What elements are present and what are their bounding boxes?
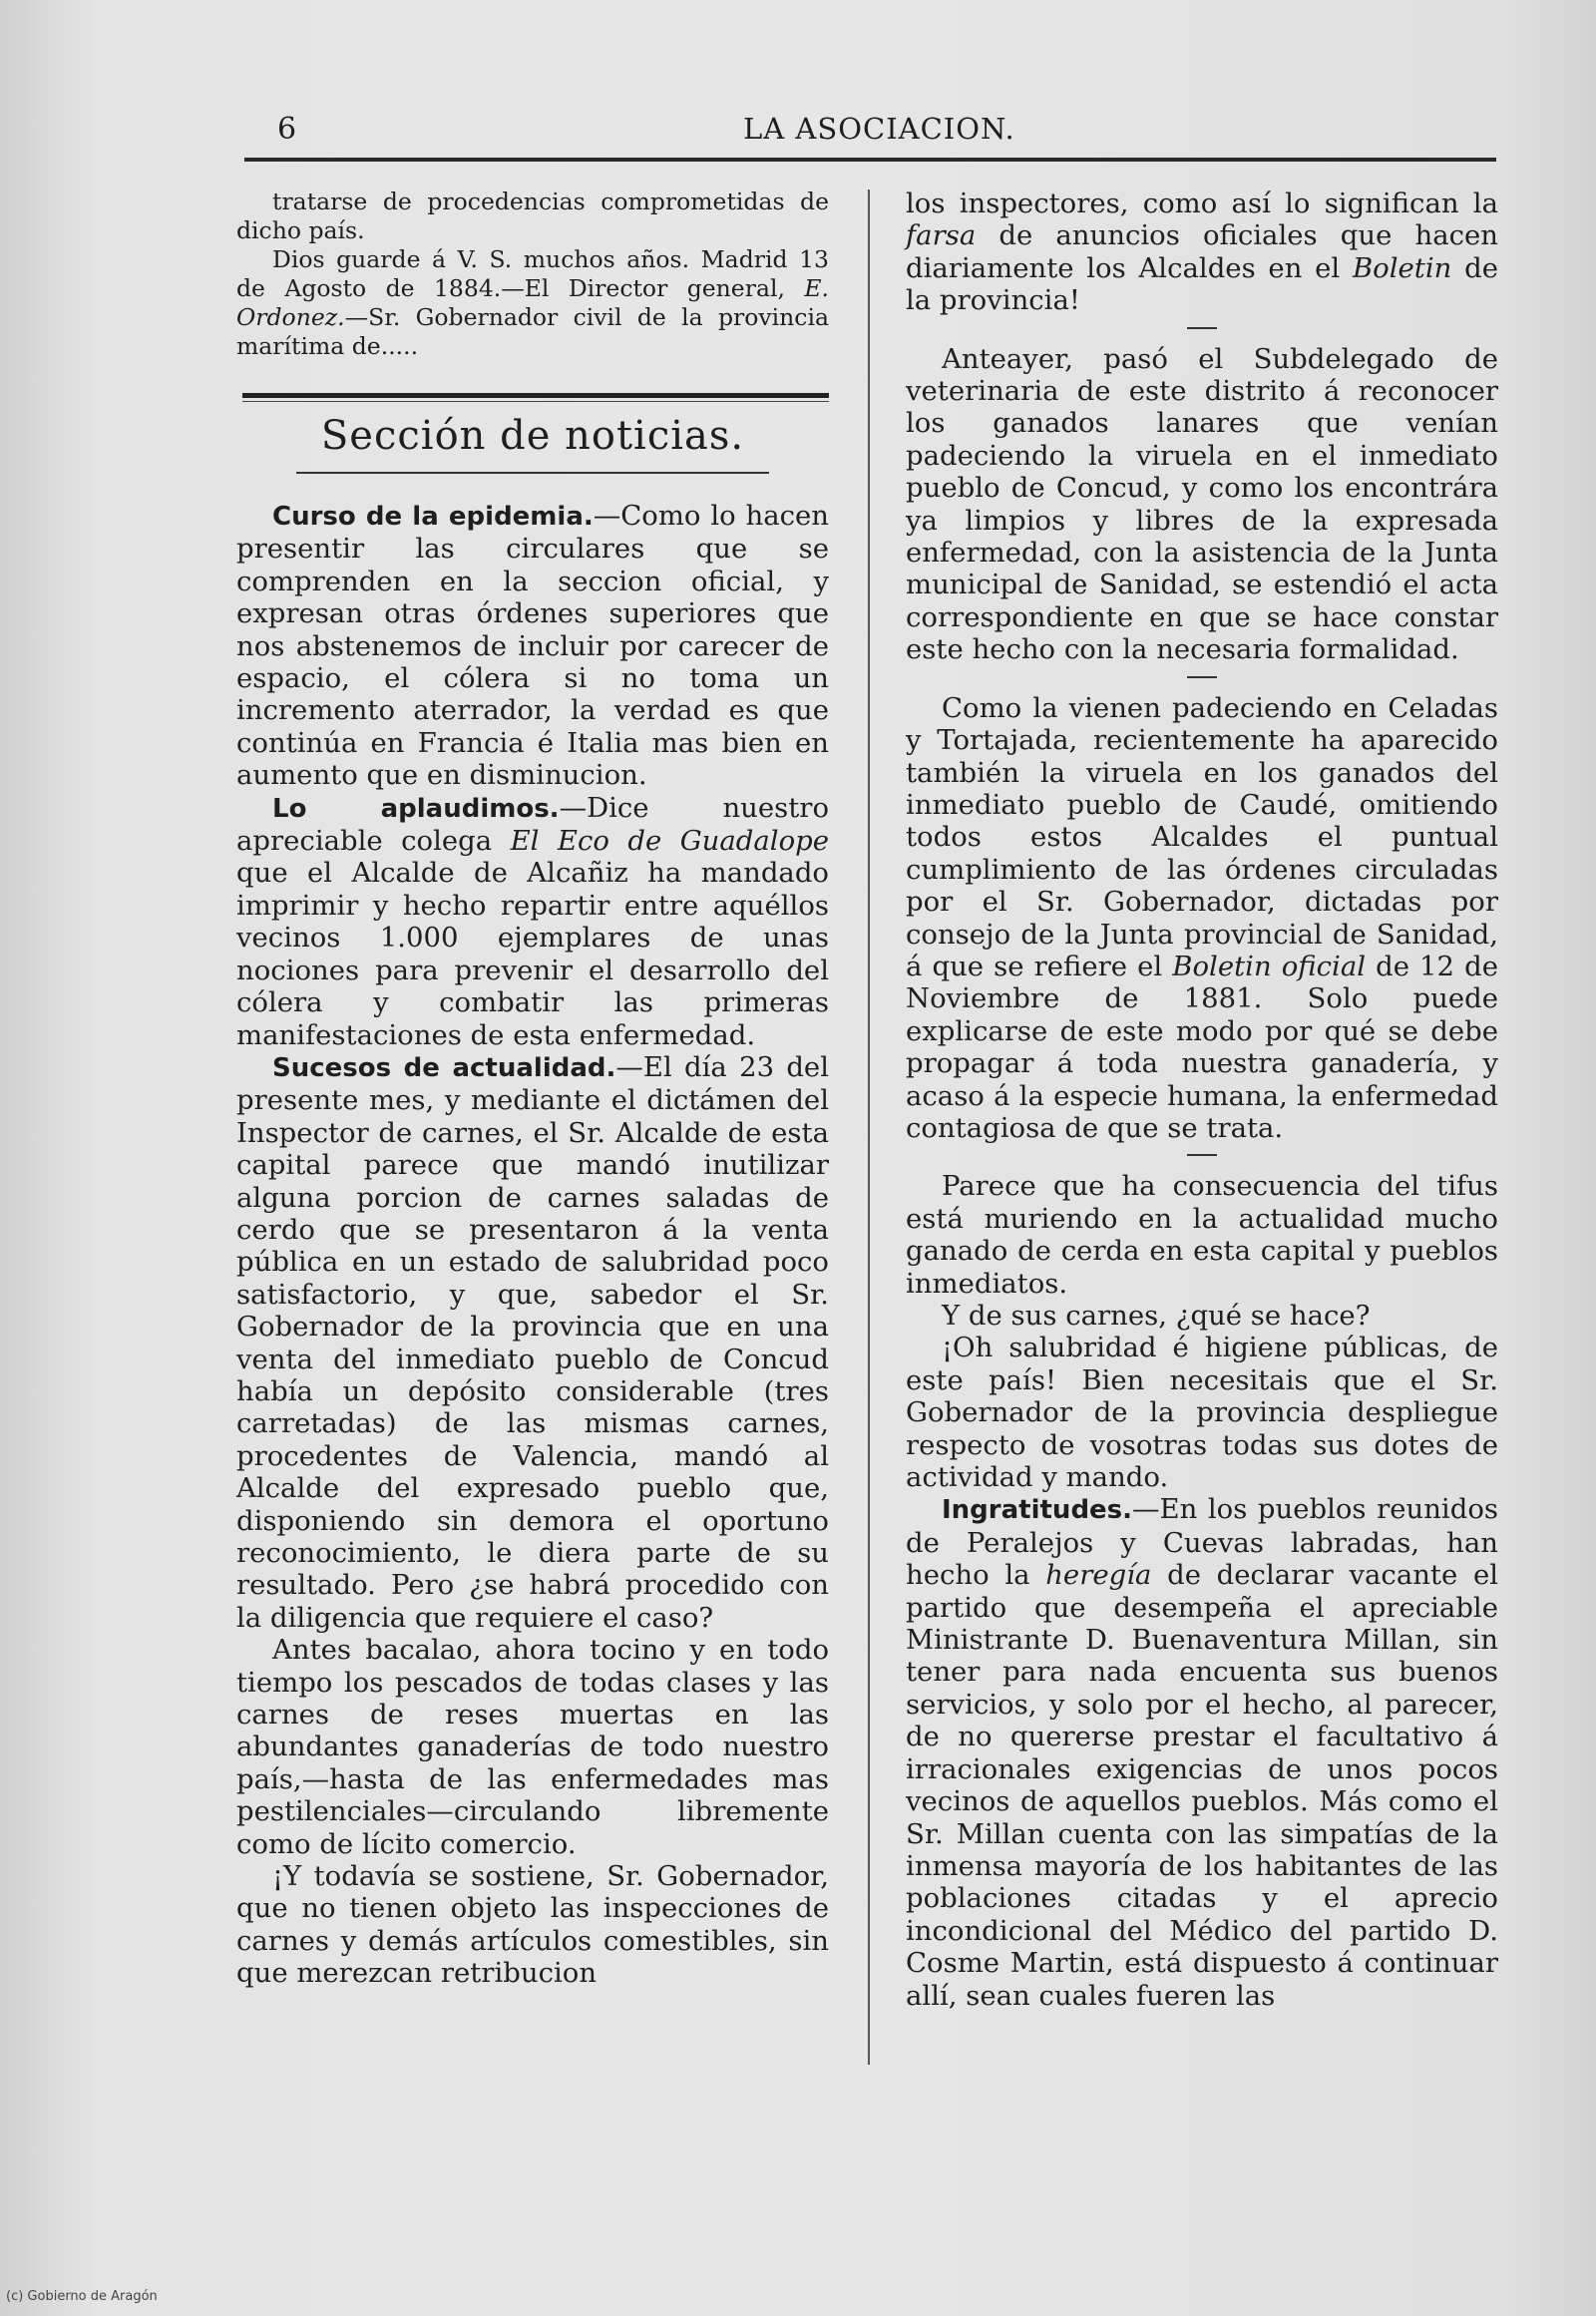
news-text: que el Alcalde de Alcañiz ha mandado imprimir y hecho repartir entre aquéllos vecinos 1.000 ejemplares de unas nociones para prevenir el desarrollo del cólera y combatir las primeras manifestaciones de esta enfermedad.: [236, 857, 829, 1051]
section-rule-thin: [242, 401, 829, 402]
signature: E. Ordonez.: [236, 274, 829, 331]
text-run: de declarar vacante el partido que desempeña el apreciable Ministrante D. Buenaventura Millan, sin tener para nada encuenta sus buenos servicios, y solo por el hecho, al parecer, de no quererse prestar el facultativo á irracionales exigencias de unos pocos vecinos de aquellos pueblos. Más como el Sr. Millan cuenta con las simpatías de la inmensa mayoría de los habitantes de las poblaciones citadas y el aprecio incondicional del Médico del partido D. Cosme Martin, está dispuesto á continuar allí, sean cuales fueren las: [906, 1559, 1499, 2012]
paragraph-inspectores: [906, 188, 1498, 317]
news-text: —Dice nuestro apreciable colega: [236, 791, 830, 858]
news-text: —Como lo hacen presentir las circulares que se comprenden en la seccion oficial, y expresan otras órdenes superiores que nos abstenemos de incluir por carecer de espacio, el cólera si no toma un incremento aterrador, la verdad es que continúa en Francia é Italia mas bien en aumento que en disminucion.: [236, 500, 830, 792]
paragraph-salubridad: ¡Oh salubridad é higiene públicas, de este país! Bien necesitais que el Sr. Gobernador de la provincia despliegue respecto de vosotras todas sus dotes de actividad y mando.: [906, 1332, 1498, 1494]
news-lead: Sucesos de actualidad.: [272, 1052, 616, 1083]
text-run: Como la vienen padeciendo en Celadas y Tortajada, recientemente ha aparecido también la viruela en los ganados del inmediato pueblo de Caudé, omitiendo todos estos Alcaldes el puntual cumplimiento de las órdenes circuladas por el Sr. Gobernador, dictadas por consejo de la Junta provincial de Sanidad, á que se refiere el: [906, 691, 1498, 982]
news-text: —El día 23 del presente mes, y mediante el dictámen del Inspector de carnes, el Sr. Alcalde de esta capital parece que mandó inutilizar alguna porcion de carnes saladas de cerdo que se presentaron á la venta pública en un estado de salubridad poco satisfactorio, y que, sabedor el Sr. Gobernador de la provincia que en una venta del inmediato pueblo de Concud había un depósito considerable (tres carretadas) de las mismas carnes, procedentes de Valencia, mandó al Alcalde del expresado pueblo que, disponiendo sin demora el oportuno reconocimiento, le diera parte de su resultado. Pero ¿se habrá procedido con la diligencia que requiere el caso?: [236, 1050, 829, 1634]
running-title: LA ASOCIACION.: [743, 112, 1015, 146]
text-run: los inspectores, como así lo significan la: [906, 188, 1498, 219]
closing-paragraph: [236, 245, 829, 361]
closing-text-1: Dios guarde á V. S. muchos años. Madrid 13 de Agosto de 1884.—El Director general,: [236, 245, 829, 302]
closing-text-2: —Sr. Gobernador civil de la provincia marítima de.....: [236, 303, 829, 360]
text-run: de 12 de Noviembre de 1881. Solo puede explicarse de este modo por qué se debe propagar á toda nuestra ganadería, y acaso á la especie humana, la enfermedad contagiosa de que se trata.: [906, 950, 1498, 1144]
right-column: [906, 188, 1498, 2012]
copyright-credit: (c) Gobierno de Aragón: [6, 2289, 158, 2304]
left-column: [236, 188, 829, 1990]
news-item-epidemia: [236, 500, 829, 792]
italic-farsa: farsa: [906, 219, 977, 252]
paragraph-tifus: Parece que ha consecuencia del tifus está muriendo en la actualidad mucho ganado de cerda en esta capital y pueblos inmediatos.: [906, 1170, 1498, 1300]
paragraph-antes: Antes bacalao, ahora tocino y en todo tiempo los pescados de todas clases y las carnes de reses muertas en las abundantes ganaderías de todo nuestro país,—hasta de las enfermedades mas pestilenciales—circulando libremente como de lícito comercio.: [236, 1634, 829, 1860]
italic-boletin: Boletin: [1352, 251, 1452, 284]
news-item-sucesos: [236, 1051, 829, 1634]
text-run: —En los pueblos reunidos de Peralejos y Cuevas labradas, han hecho la: [906, 1493, 1498, 1592]
news-lead: Curso de la epidemia.: [272, 502, 594, 532]
separator-dash: [1187, 327, 1217, 329]
news-lead: Lo aplaudimos.: [272, 793, 560, 824]
news-lead: Ingratitudes.: [942, 1495, 1133, 1526]
newspaper-name: El Eco de Guadalope: [510, 825, 830, 858]
paragraph-anteayer: Anteayer, pasó el Subdelegado de veterinaria de este distrito á reconocer los ganados lanares que venían padeciendo la viruela en el inmediato pueblo de Concud, y como los encontrára ya limpios y libres de la expresada enfermedad, con la asistencia de la Junta municipal de Sanidad, se estendió el acta correspondiente en que se hace constar este hecho con la necesaria formalidad.: [906, 342, 1498, 666]
text-run: de anuncios oficiales que hacen diariamente los Alcaldes en el: [906, 219, 1498, 284]
italic-heregia: heregía: [1045, 1559, 1152, 1592]
separator-dash: [1187, 676, 1217, 678]
section-rule-bottom: [296, 472, 769, 474]
italic-boletin-oficial: Boletin oficial: [1172, 950, 1367, 982]
news-item-aplaudimos: [236, 792, 829, 1051]
page-number: 6: [277, 112, 297, 147]
section-rule-top: [242, 393, 829, 398]
text-run: de la provincia!: [906, 251, 1498, 317]
separator-dash: [1187, 1154, 1217, 1156]
paragraph-carnes: Y de sus carnes, ¿qué se hace?: [942, 1300, 1371, 1332]
header-rule: [244, 158, 1496, 162]
opening-paragraph: tratarse de procedencias comprometidas de dicho país.: [236, 188, 829, 244]
paragraph-todavia: ¡Y todavía se sostiene, Sr. Gobernador, que no tienen objeto las inspecciones de carnes y demás artículos comestibles, sin que merezcan retribucion: [236, 1860, 829, 1990]
paragraph-celadas: [906, 692, 1498, 1145]
column-divider: [868, 190, 870, 2065]
page-header: [239, 112, 1496, 152]
news-item-ingratitudes: [906, 1493, 1498, 2012]
section-title: Sección de noticias.: [320, 413, 745, 459]
